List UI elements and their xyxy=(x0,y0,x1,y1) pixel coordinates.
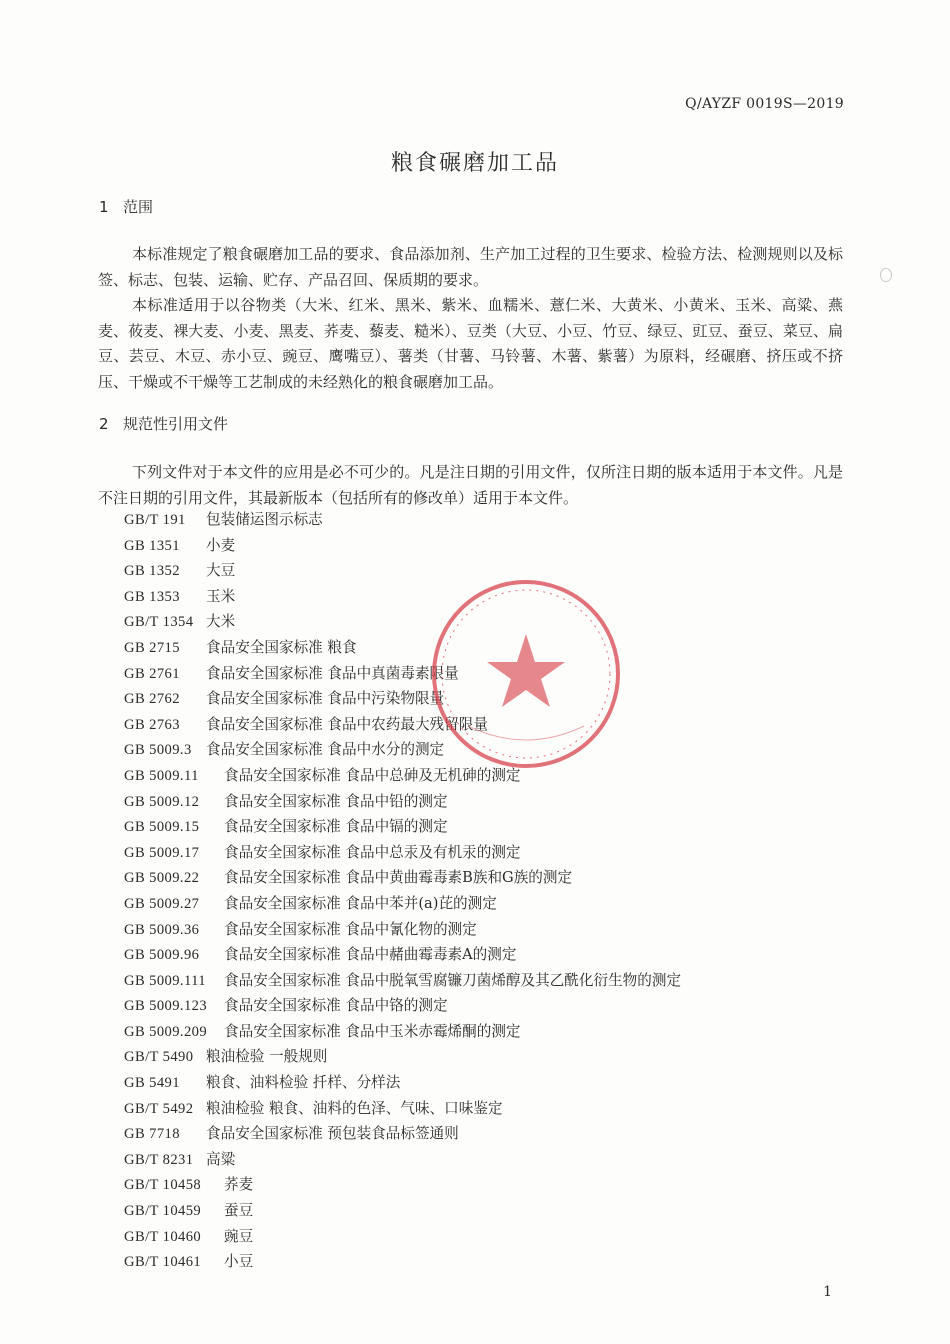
document-title: 粮食碾磨加工品 xyxy=(390,151,559,176)
reference-title: 小麦 xyxy=(206,536,236,554)
section-heading-scope xyxy=(99,196,153,217)
reference-code: GB 5009.96 xyxy=(124,947,200,964)
reference-item xyxy=(124,533,824,559)
reference-item xyxy=(124,584,824,610)
reference-title: 食品安全国家标准 食品中铬的测定 xyxy=(224,997,448,1015)
reference-item xyxy=(124,1198,824,1224)
reference-title: 食品安全国家标准 食品中氰化物的测定 xyxy=(224,920,477,938)
reference-item xyxy=(124,1172,824,1198)
scope-paragraph-2: 本标准适用于以谷物类（大米、红米、黑米、紫米、血糯米、薏仁米、大黄米、小黄米、玉米、高粱、燕麦、莜麦、裸大麦、小麦、黑麦、荞麦、藜麦、糙米）、豆类（大豆、小豆、竹豆、绿豆、豇豆、蚕豆、菜豆、扁豆、芸豆、木豆、赤小豆、豌豆、鹰嘴豆）、薯类（甘薯、马铃薯、木薯、紫薯）为原料，经碾磨、挤压或不挤压、干燥或不干燥等工艺制成的未经熟化的粮食碾磨加工品。 xyxy=(98,296,843,391)
reference-code: GB 2763 xyxy=(124,716,180,733)
section-title: 规范性引用文件 xyxy=(123,415,229,433)
reference-code: GB 2762 xyxy=(124,691,180,708)
reference-code: GB/T 10458 xyxy=(124,1177,202,1194)
reference-item xyxy=(124,865,824,891)
reference-title: 食品安全国家标准 食品中苯并(a)芘的测定 xyxy=(224,894,497,912)
document-number: Q/AYZF 0019S—2019 xyxy=(685,96,844,112)
reference-item xyxy=(124,891,824,917)
reference-item xyxy=(124,1249,824,1275)
reference-code: GB 1353 xyxy=(124,588,180,605)
reference-code: GB 5009.3 xyxy=(124,742,192,759)
reference-title: 玉米 xyxy=(206,587,236,605)
reference-item xyxy=(124,1147,824,1173)
reference-item xyxy=(124,968,824,994)
reference-item xyxy=(124,814,824,840)
reference-title: 食品安全国家标准 食品中污染物限量 xyxy=(206,690,445,708)
reference-code: GB/T 10460 xyxy=(124,1228,202,1245)
reference-item xyxy=(124,993,824,1019)
reference-title: 食品安全国家标准 食品中赭曲霉毒素A的测定 xyxy=(224,946,517,964)
reference-title: 食品安全国家标准 食品中真菌毒素限量 xyxy=(206,664,459,682)
reference-item xyxy=(124,1019,824,1045)
reference-code: GB/T 5492 xyxy=(124,1100,194,1117)
reference-code: GB 5009.22 xyxy=(124,870,200,887)
reference-item xyxy=(124,1096,824,1122)
reference-code: GB 2715 xyxy=(124,639,180,656)
reference-item xyxy=(124,507,824,533)
scope-paragraph-1: 本标准规定了粮食碾磨加工品的要求、食品添加剂、生产加工过程的卫生要求、检验方法、检测规则以及标签、标志、包装、运输、贮存、产品召回、保质期的要求。 xyxy=(98,245,843,289)
reference-code: GB 5009.15 xyxy=(124,819,200,836)
reference-title: 蚕豆 xyxy=(224,1202,254,1220)
reference-code: GB 5009.17 xyxy=(124,844,200,861)
reference-code: GB 5009.123 xyxy=(124,998,208,1015)
reference-item xyxy=(124,661,824,687)
reference-title: 豌豆 xyxy=(224,1227,254,1245)
reference-code: GB 5009.12 xyxy=(124,793,200,810)
reference-title: 粮油检验 一般规则 xyxy=(206,1048,328,1066)
reference-code: GB 7718 xyxy=(124,1126,180,1143)
reference-title: 荞麦 xyxy=(224,1176,254,1194)
reference-code: GB 5009.209 xyxy=(124,1023,208,1040)
reference-title: 食品安全国家标准 食品中农药最大残留限量 xyxy=(206,715,488,733)
reference-code: GB/T 191 xyxy=(124,512,186,528)
reference-title: 粮食、油料检验 扦样、分样法 xyxy=(206,1074,401,1092)
reference-item xyxy=(124,686,824,712)
reference-title: 食品安全国家标准 食品中黄曲霉毒素B族和G族的测定 xyxy=(224,869,573,887)
reference-item xyxy=(124,1224,824,1250)
reference-item xyxy=(124,609,824,635)
reference-code: GB 2761 xyxy=(124,665,180,682)
reference-code: GB 5009.111 xyxy=(124,972,206,989)
reference-title: 小豆 xyxy=(224,1253,254,1271)
reference-code: GB/T 5490 xyxy=(124,1049,194,1066)
reference-item xyxy=(124,635,824,661)
reference-title: 食品安全国家标准 预包装食品标签通则 xyxy=(206,1125,459,1143)
reference-title: 食品安全国家标准 食品中脱氧雪腐镰刀菌烯醇及其乙酰化衍生物的测定 xyxy=(224,971,682,989)
references-intro-paragraph: 下列文件对于本文件的应用是必不可少的。凡是注日期的引用文件，仅所注日期的版本适用于本文件。凡是不注日期的引用文件，其最新版本（包括所有的修改单）适用于本文件。 xyxy=(98,463,843,507)
reference-item xyxy=(124,1121,824,1147)
section-heading-references xyxy=(99,413,228,434)
reference-item xyxy=(124,558,824,584)
reference-item xyxy=(124,917,824,943)
reference-title: 高粱 xyxy=(206,1150,236,1168)
reference-title: 食品安全国家标准 食品中铅的测定 xyxy=(224,792,448,810)
reference-title: 食品安全国家标准 食品中水分的测定 xyxy=(206,741,445,759)
reference-item xyxy=(124,840,824,866)
section-title: 范围 xyxy=(123,198,154,216)
reference-title: 食品安全国家标准 食品中镉的测定 xyxy=(224,818,448,836)
reference-code: GB 5009.11 xyxy=(124,767,199,784)
reference-code: GB/T 8231 xyxy=(124,1151,194,1168)
reference-item xyxy=(124,789,824,815)
page-number: 1 xyxy=(823,1284,832,1300)
reference-code: GB 1351 xyxy=(124,537,180,554)
reference-title: 食品安全国家标准 粮食 xyxy=(206,638,357,656)
section-number: 2 xyxy=(99,415,109,433)
reference-code: GB 1352 xyxy=(124,563,180,580)
reference-title: 食品安全国家标准 食品中总砷及无机砷的测定 xyxy=(224,766,521,784)
reference-code: GB 5009.36 xyxy=(124,921,200,938)
reference-code: GB/T 1354 xyxy=(124,614,194,631)
reference-item xyxy=(124,1044,824,1070)
reference-title: 大米 xyxy=(206,613,236,631)
reference-item xyxy=(124,763,824,789)
reference-title: 包装储运图示标志 xyxy=(206,511,323,528)
reference-title: 食品安全国家标准 食品中总汞及有机汞的测定 xyxy=(224,843,521,861)
reference-code: GB 5009.27 xyxy=(124,895,200,912)
reference-code: GB 5491 xyxy=(124,1075,180,1092)
scan-artifact xyxy=(880,268,892,282)
reference-title: 粮油检验 粮食、油料的色泽、气味、口味鉴定 xyxy=(206,1099,503,1117)
reference-item xyxy=(124,712,824,738)
reference-title: 大豆 xyxy=(206,562,236,580)
section-number: 1 xyxy=(99,198,109,216)
reference-code: GB/T 10461 xyxy=(124,1254,202,1271)
reference-code: GB/T 10459 xyxy=(124,1203,202,1220)
reference-item xyxy=(124,1070,824,1096)
reference-title: 食品安全国家标准 食品中玉米赤霉烯酮的测定 xyxy=(224,1022,521,1040)
reference-item xyxy=(124,737,824,763)
reference-list xyxy=(124,507,824,1275)
reference-item xyxy=(124,942,824,968)
